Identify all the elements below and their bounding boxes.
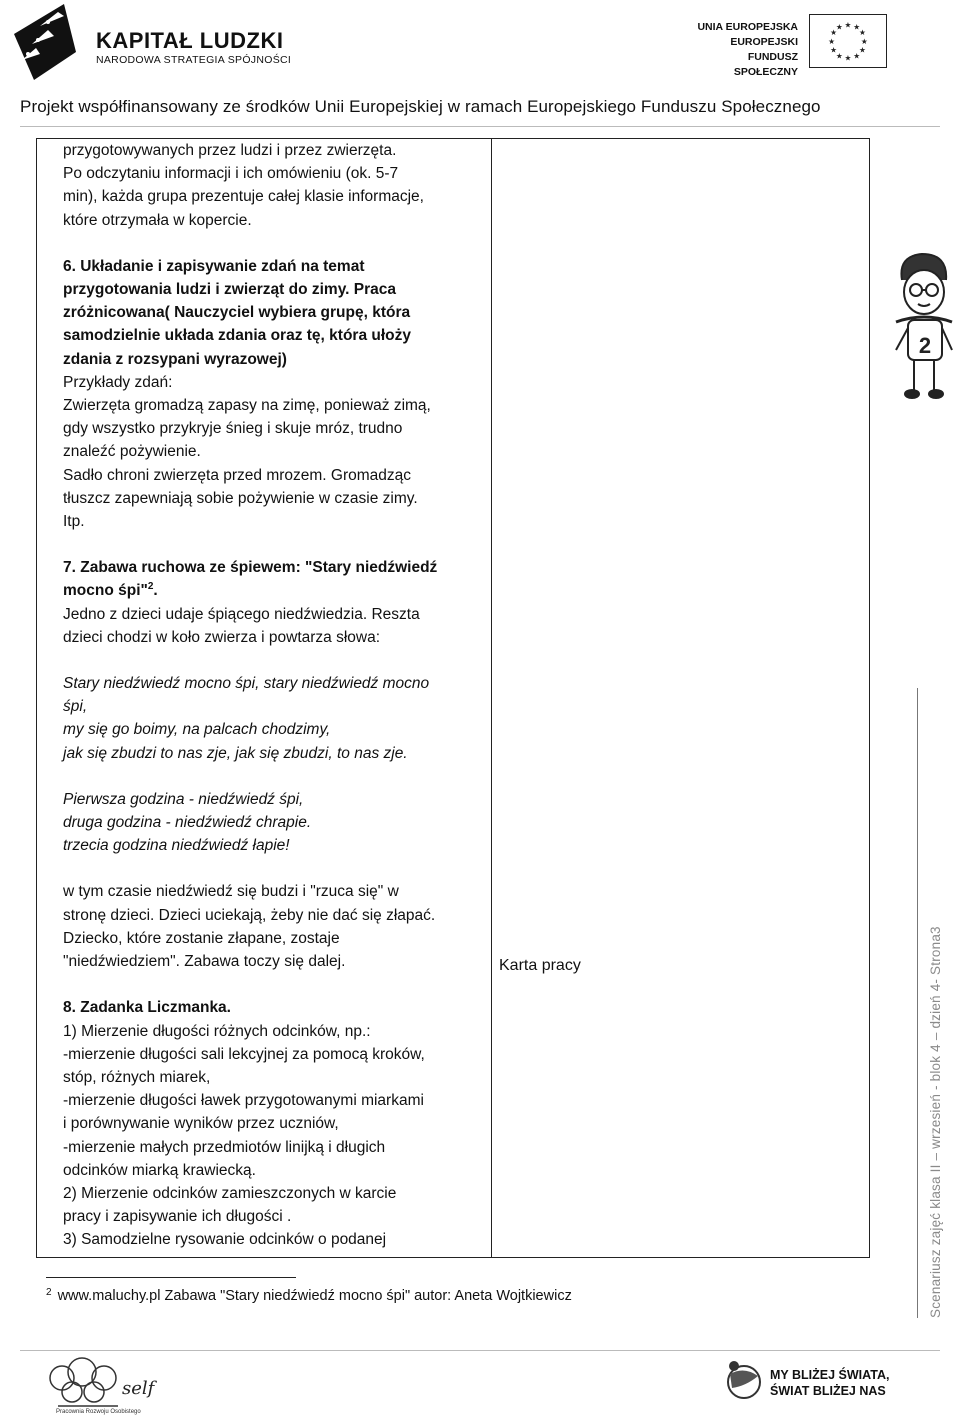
svg-text:★: ★ bbox=[844, 20, 852, 30]
mbs-slogan bbox=[770, 1367, 889, 1399]
footnote-text: www.maluchy.pl Zabawa "Stary niedźwiedź mocno śpi" autor: Aneta Wojtkiewicz bbox=[57, 1288, 572, 1304]
footnote-ref: 2 bbox=[147, 581, 154, 593]
child-mascot-icon bbox=[888, 250, 958, 405]
globe-logo-icon bbox=[722, 1358, 762, 1402]
section-7-heading: 7. Zabawa ruchowa ze śpiewem: "Stary niedźwiedź bbox=[63, 559, 438, 577]
text-line: 1) Mierzenie długości różnych odcinków, np.: bbox=[63, 1022, 371, 1040]
slogan-line: MY BLIŻEJ ŚWIATA, bbox=[770, 1368, 890, 1382]
svg-text:★: ★ bbox=[835, 22, 843, 32]
slogan-line: ŚWIAT BLIŻEJ NAS bbox=[770, 1384, 886, 1398]
project-cofinancing-line: Projekt współfinansowany ze środków Unii Europejskiej w ramach Europejskiego Funduszu Społecznego bbox=[20, 97, 821, 116]
eu-flag-icon bbox=[809, 14, 887, 68]
footnote-rule bbox=[46, 1277, 296, 1278]
column-divider bbox=[491, 139, 492, 1257]
self-caption: Pracownia Rozwoju Osobistego bbox=[56, 1409, 141, 1415]
svg-text:★: ★ bbox=[830, 45, 838, 55]
svg-text:★: ★ bbox=[853, 22, 861, 32]
text-line: zdania z rozsypani wyrazowej) bbox=[63, 350, 287, 368]
footer-divider bbox=[20, 1350, 940, 1351]
kapital-ludzki-logo bbox=[14, 4, 76, 80]
svg-text:★: ★ bbox=[853, 51, 861, 61]
text-line: znaleźć pożywienie. bbox=[63, 443, 201, 461]
text-line: dzieci chodzi w koło zwierza i powtarza słowa: bbox=[63, 628, 381, 646]
lesson-steps-cell bbox=[63, 139, 483, 1252]
text-line: stóp, różnych miarek, bbox=[63, 1068, 211, 1086]
song-line: śpi, bbox=[63, 698, 88, 716]
text-line: które otrzymała w kopercie. bbox=[63, 211, 252, 229]
eu-text-line: FUNDUSZ SPOŁECZNY bbox=[733, 51, 798, 78]
svg-text:★: ★ bbox=[858, 45, 866, 55]
text-line: Dziecko, które zostanie złapane, zostaje bbox=[63, 929, 340, 947]
section-8-heading: 8. Zadanka Liczmanka. bbox=[63, 999, 231, 1017]
svg-text:★: ★ bbox=[844, 53, 852, 63]
eu-text-line: UNIA EUROPEJSKA bbox=[697, 21, 798, 33]
song-line: jak się zbudzi to nas zje, jak się zbudzi, to nas zje. bbox=[63, 744, 408, 762]
eu-text-line: EUROPEJSKI bbox=[730, 36, 798, 48]
svg-text:★: ★ bbox=[858, 28, 866, 38]
eu-logo-text bbox=[690, 20, 798, 80]
text-line: Sadło chroni zwierzęta przed mrozem. Gromadząc bbox=[63, 466, 412, 484]
svg-text:self: self bbox=[122, 1378, 155, 1399]
song-line: druga godzina - niedźwiedź chrapie. bbox=[63, 814, 312, 832]
karta-pracy-cell: Karta pracy bbox=[499, 957, 581, 974]
svg-text:★: ★ bbox=[830, 28, 838, 38]
svg-text:★: ★ bbox=[828, 36, 836, 46]
text-span: . bbox=[153, 582, 158, 600]
text-line: -mierzenie długości sali lekcyjnej za pomocą kroków, bbox=[63, 1045, 425, 1063]
text-line: samodzielnie układa zdania oraz tę, która ułoży bbox=[63, 327, 411, 345]
song-line: trzecia godzina niedźwiedź łapie! bbox=[63, 837, 290, 855]
text-line: -mierzenie długości ławek przygotowanymi miarkami bbox=[63, 1092, 424, 1110]
song-line: Pierwsza godzina - niedźwiedź śpi, bbox=[63, 790, 304, 808]
text-line: tłuszcz zapewniają sobie pożywienie w czasie zimy. bbox=[63, 489, 418, 507]
kapital-ludzki-title: KAPITAŁ LUDZKI bbox=[96, 28, 284, 53]
text-span: Praca bbox=[349, 281, 397, 299]
svg-text:★: ★ bbox=[860, 36, 868, 46]
section-7-heading: mocno śpi" bbox=[63, 582, 148, 600]
text-line: pracy i zapisywanie ich długości . bbox=[63, 1208, 292, 1226]
section-6-heading: 6. Układanie i zapisywanie zdań na temat bbox=[63, 257, 365, 275]
song-line: my się go boimy, na palcach chodzimy, bbox=[63, 721, 331, 739]
lesson-table bbox=[36, 138, 870, 1258]
side-rule bbox=[917, 688, 918, 1318]
song-line: Stary niedźwiedź mocno śpi, stary niedźwiedź mocno bbox=[63, 675, 430, 693]
text-line: Po odczytaniu informacji i ich omówieniu (ok. 5-7 bbox=[63, 165, 399, 183]
text-line: przygotowywanych przez ludzi i przez zwierzęta. bbox=[63, 142, 397, 159]
text-line: i porównywanie wyników przez uczniów, bbox=[63, 1115, 339, 1133]
text-line: min), każda grupa prezentuje całej klasie informacje, bbox=[63, 188, 424, 206]
text-line: -mierzenie małych przedmiotów linijką i długich bbox=[63, 1138, 386, 1156]
text-line: Itp. bbox=[63, 513, 85, 531]
mascot-number: 2 bbox=[918, 333, 932, 358]
text-line: w tym czasie niedźwiedź się budzi i "rzuca się" w bbox=[63, 883, 399, 901]
text-line: Zwierzęta gromadzą zapasy na zimę, ponieważ zimą, bbox=[63, 397, 431, 415]
header-divider bbox=[20, 126, 940, 127]
scenario-side-label: Scenariusz zajęć klasa II – wrzesień - blok 4 – dzień 4- Strona3 bbox=[928, 926, 943, 1318]
text-line: Przykłady zdań: bbox=[63, 373, 173, 391]
text-line: 2) Mierzenie odcinków zamieszczonych w karcie bbox=[63, 1184, 397, 1202]
text-line: zróżnicowana( Nauczyciel wybiera grupę, która bbox=[63, 304, 411, 322]
text-line: "niedźwiedziem". Zabawa toczy się dalej. bbox=[63, 953, 346, 971]
text-line: 3) Samodzielne rysowanie odcinków o podanej bbox=[63, 1231, 387, 1249]
kapital-ludzki-header bbox=[8, 0, 338, 86]
text-line: Jedno z dzieci udaje śpiącego niedźwiedzia. Reszta bbox=[63, 605, 420, 623]
footnote-mark: 2 bbox=[46, 1287, 52, 1298]
footnote bbox=[46, 1288, 572, 1304]
text-line: stronę dzieci. Dzieci uciekają, żeby nie dać się złapać. bbox=[63, 906, 436, 924]
kapital-ludzki-subtitle: NARODOWA STRATEGIA SPÓJNOŚCI bbox=[96, 54, 292, 66]
svg-text:★: ★ bbox=[835, 51, 843, 61]
text-line: gdy wszystko przykryje śnieg i skuje mróz, trudno bbox=[63, 420, 403, 438]
text-line: odcinków miarką krawiecką. bbox=[63, 1161, 256, 1179]
section-6-heading: przygotowania ludzi i zwierząt do zimy. bbox=[63, 281, 350, 299]
